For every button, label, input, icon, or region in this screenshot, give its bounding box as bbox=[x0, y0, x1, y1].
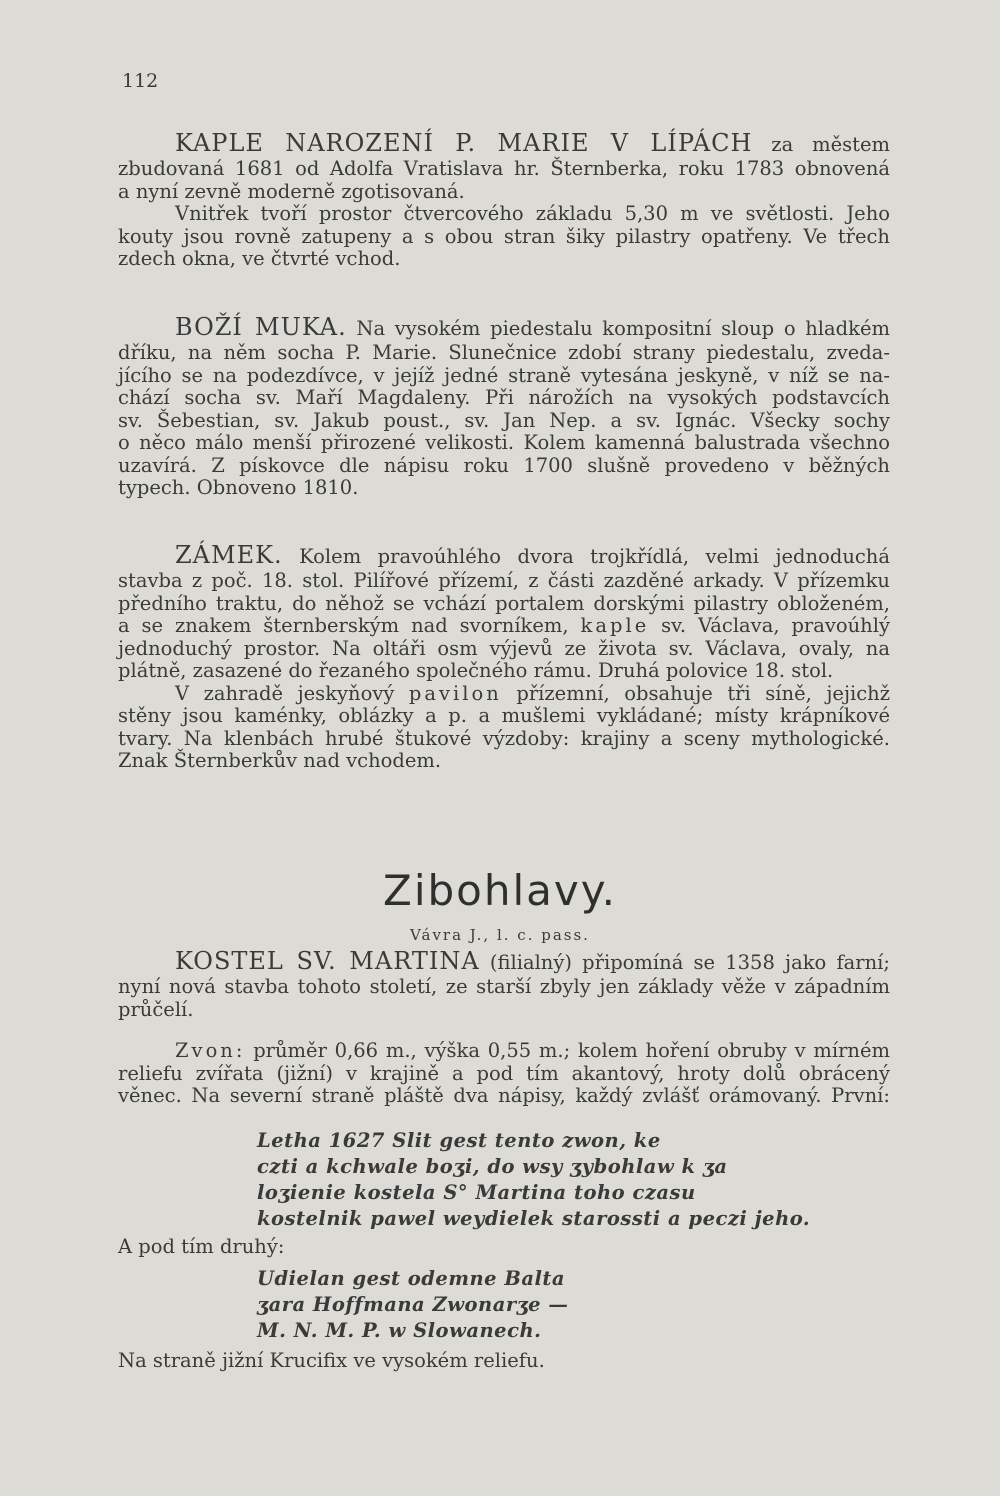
section-title: KOSTEL SV. MARTINA bbox=[175, 947, 480, 975]
text-line: uzavírá. Z pískovce dle nápisu roku 1700 slušně provedeno v běžných bbox=[118, 453, 890, 477]
text-line: V zahradě jeskyňový pavilon přízemní, obsahuje tři síně, jejichž bbox=[175, 681, 890, 705]
spaced-word: kaple bbox=[580, 614, 650, 637]
text-line: stěny jsou kaménky, oblázky a p. a mušlemi vykládané; místy krápníkové bbox=[118, 704, 890, 727]
inscription-line: Udielan gest odemne Balta bbox=[257, 1267, 565, 1290]
text-line: jícího se na podezdívce, v jejíž jedné straně vytesána jeskyně, v níž se na- bbox=[118, 363, 890, 387]
spaced-word: pavilon bbox=[408, 681, 502, 705]
text-line: průčelí. bbox=[118, 997, 194, 1021]
page-number: 112 bbox=[122, 70, 159, 92]
text-line: Na straně jižní Krucifix ve vysokém reliefu. bbox=[118, 1349, 545, 1372]
text-line: a nyní zevně moderně zgotisovaná. bbox=[118, 179, 465, 203]
section-bozi-muka bbox=[118, 312, 890, 500]
section-title: BOŽÍ MUKA. bbox=[175, 313, 347, 341]
text-line: reliefu zvířata (jižní) v krajině a pod tím akantový, hroty dolů obrácený bbox=[118, 1061, 890, 1085]
text-line: dříku, na něm socha P. Marie. Slunečnice zdobí strany piedestalu, zveda- bbox=[118, 341, 890, 364]
text-line: předního traktu, do něhož se vchází portalem dorskými pilastry obloženém, bbox=[118, 591, 890, 615]
author-reference: Vávra J., l. c. pass. bbox=[410, 926, 590, 944]
section-kostel bbox=[118, 946, 890, 1021]
text-line: BOŽÍ MUKA. Na vysokém piedestalu kompositní sloup o hladkém bbox=[175, 313, 890, 341]
text-line: chází socha sv. Maří Magdaleny. Při nárožích na vysokých podstavcích bbox=[118, 386, 890, 409]
text-line: jednoduchý prostor. Na oltáři osm výjevů ze života sv. Václava, ovaly, na bbox=[118, 636, 890, 660]
text-line: věnec. Na severní straně pláště dva nápisy, každý zvlášť orámovaný. První: bbox=[118, 1084, 890, 1107]
inscription-line: M. N. M. P. w Slowanech. bbox=[257, 1319, 542, 1342]
text-line: zbudovaná 1681 od Adolfa Vratislava hr. Šternberka, roku 1783 obnovená bbox=[118, 157, 890, 180]
inscription-second bbox=[257, 1266, 657, 1344]
text-line: Vnitřek tvoří prostor čtvercového základu 5,30 m ve světlosti. Jeho bbox=[175, 202, 890, 225]
text-line: nyní nová stavba tohoto století, ze starší zbyly jen základy věže v západním bbox=[118, 975, 890, 998]
text-line: tvary. Na klenbách hrubé štukové výzdoby: krajiny a sceny mythologické. bbox=[118, 726, 890, 750]
text-line: ZÁMEK. Kolem pravoúhlého dvora trojkřídlá, velmi jednoduchá bbox=[175, 541, 890, 569]
second-inscription-intro bbox=[118, 1236, 890, 1259]
text-line: sv. Šebestian, sv. Jakub poust., sv. Jan Nep. a sv. Ignác. Všecky sochy bbox=[118, 408, 890, 432]
text-line: Zvon: průměr 0,66 m., výška 0,55 m.; kolem hoření obruby v mírném bbox=[175, 1039, 890, 1062]
section-zamek bbox=[118, 540, 890, 773]
section-title: KAPLE NAROZENÍ P. MARIE V LÍPÁCH bbox=[175, 129, 753, 157]
place-heading: Zibohlavy. bbox=[383, 866, 617, 915]
inscription-line: kostelnik pawel weydielek starossti a peczi jeho. bbox=[257, 1207, 811, 1230]
text-line: KOSTEL SV. MARTINA (filialný) připomíná se 1358 jako farní; bbox=[175, 947, 890, 975]
section-title: ZÁMEK. bbox=[175, 541, 283, 569]
inscription-first bbox=[257, 1128, 811, 1232]
text-line: zdech okna, ve čtvrté vchod. bbox=[118, 247, 401, 270]
text-line: plátně, zasazené do řezaného společného rámu. Druhá polovice 18. stol. bbox=[118, 659, 834, 682]
text-line: o něco málo menší přirozené velikosti. Kolem kamenná balustrada všechno bbox=[118, 431, 890, 454]
text-line: a se znakem šternberským nad svorníkem, kaple sv. Václava, pravoúhlý bbox=[118, 614, 890, 637]
spaced-word: Zvon: bbox=[175, 1039, 246, 1062]
text-line: kouty jsou rovně zatupeny a s obou stran šiky pilastry opatřeny. Ve třech bbox=[118, 224, 890, 248]
text-line: A pod tím druhý: bbox=[118, 1235, 285, 1258]
inscription-line: ʒara Hoffmana Zwonarʒe — bbox=[257, 1293, 569, 1316]
text-line: stavba z poč. 18. stol. Pilířové přízemí, z části zazděné arkady. V přízemku bbox=[118, 569, 890, 592]
text-line: KAPLE NAROZENÍ P. MARIE V LÍPÁCH za městem bbox=[175, 129, 890, 157]
inscription-line: loʒienie kostela S° Martina toho czasu bbox=[257, 1181, 696, 1204]
section-zvon bbox=[118, 1040, 890, 1108]
closing-line bbox=[118, 1350, 890, 1373]
text-line: typech. Obnoveno 1810. bbox=[118, 476, 359, 499]
section-kaple bbox=[118, 128, 890, 271]
text-line: Znak Šternberkův nad vchodem. bbox=[118, 749, 442, 772]
inscription-line: czti a kchwale boʒi, do wsy ʒybohlaw k ʒa bbox=[257, 1155, 728, 1178]
inscription-line: Letha 1627 Slit gest tento zwon, ke bbox=[257, 1129, 661, 1152]
